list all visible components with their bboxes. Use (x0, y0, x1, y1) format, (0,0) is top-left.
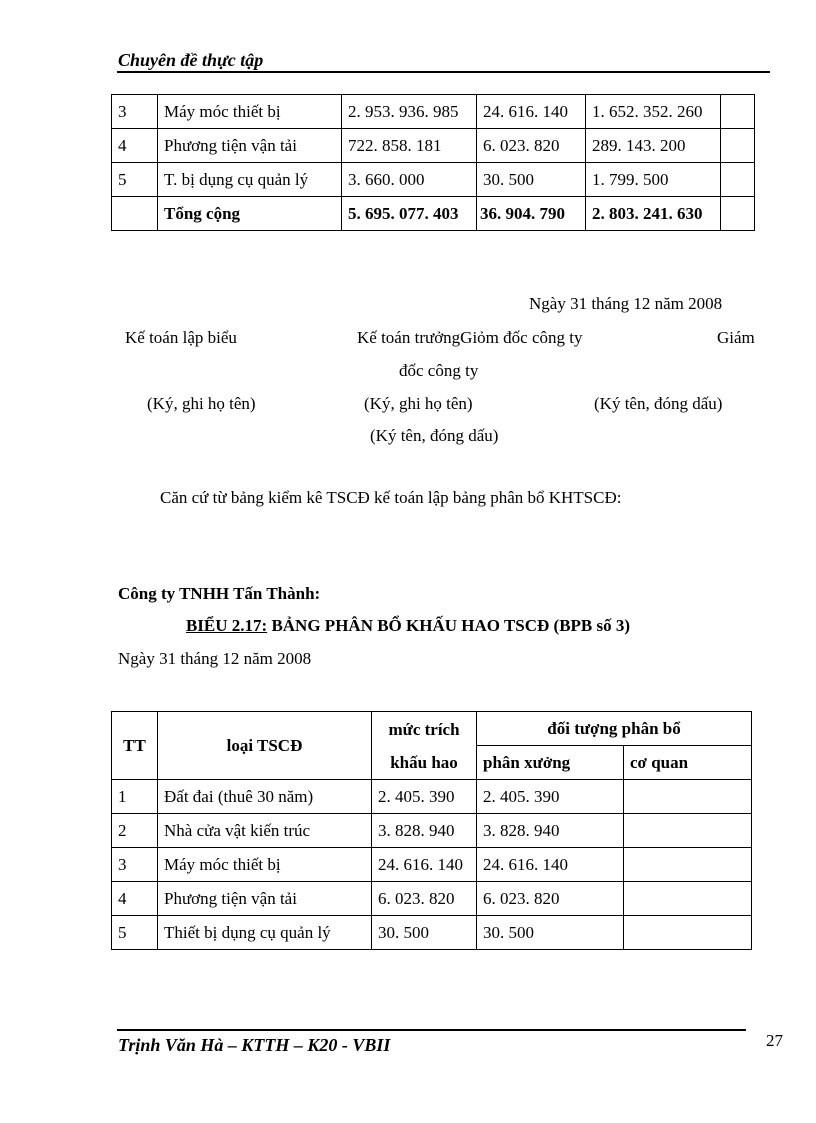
footer-rule (117, 1029, 746, 1031)
cell-name: Đất đai (thuê 30 năm) (158, 780, 372, 814)
body-paragraph: Căn cứ từ bảng kiểm kê TSCĐ kế toán lập bảng phân bổ KHTSCĐ: (160, 488, 622, 507)
signature-chief-accountant: Kế toán trưởngGiỏm đốc công ty (357, 328, 583, 347)
cell-value: 2. 953. 936. 985 (342, 95, 477, 129)
table-title-text: BẢNG PHÂN BỔ KHẤU HAO TSCĐ (BPB số 3) (267, 616, 631, 635)
table-row (112, 814, 752, 848)
cell-name: Tổng cộng (158, 197, 342, 231)
table-row (112, 95, 755, 129)
cell-name: Phương tiện vận tải (158, 882, 372, 916)
cell-value: 24. 616. 140 (372, 848, 477, 882)
table-row (112, 129, 755, 163)
cell-value: 2. 405. 390 (372, 780, 477, 814)
header-office: cơ quan (624, 746, 752, 780)
cell-empty (721, 197, 755, 231)
cell-name: Nhà cửa vật kiến trúc (158, 814, 372, 848)
cell-empty (721, 163, 755, 197)
table-row (112, 780, 752, 814)
cell-value: 36. 904. 790 (477, 197, 586, 231)
cell-tt: 4 (112, 129, 158, 163)
cell-tt (112, 197, 158, 231)
cell-tt: 4 (112, 882, 158, 916)
page-number: 27 (766, 1031, 783, 1050)
cell-value: 30. 500 (372, 916, 477, 950)
cell-tt: 1 (112, 780, 158, 814)
header-tt: TT (112, 712, 158, 780)
signature-director-label-cont: đốc công ty (399, 361, 479, 380)
cell-tt: 3 (112, 95, 158, 129)
cell-empty (624, 780, 752, 814)
cell-tt: 5 (112, 163, 158, 197)
company-name: Công ty TNHH Tấn Thành: (118, 584, 321, 603)
signature-note: (Ký tên, đóng dấu) (370, 426, 499, 445)
cell-value: 24. 616. 140 (477, 848, 624, 882)
cell-value: 3. 828. 940 (477, 814, 624, 848)
cell-value: 3. 660. 000 (342, 163, 477, 197)
header-rule (117, 71, 770, 73)
cell-value: 1. 652. 352. 260 (586, 95, 721, 129)
cell-value: 3. 828. 940 (372, 814, 477, 848)
cell-empty (624, 882, 752, 916)
cell-name: T. bị dụng cụ quản lý (158, 163, 342, 197)
cell-empty (624, 848, 752, 882)
cell-empty (624, 916, 752, 950)
footer-author: Trịnh Văn Hà – KTTH – K20 - VBII (118, 1035, 391, 1055)
cell-name: Thiết bị dụng cụ quản lý (158, 916, 372, 950)
cell-value: 30. 500 (477, 163, 586, 197)
cell-tt: 2 (112, 814, 158, 848)
cell-value: 30. 500 (477, 916, 624, 950)
cell-value: 24. 616. 140 (477, 95, 586, 129)
table-total-row (112, 197, 755, 231)
cell-value: 722. 858. 181 (342, 129, 477, 163)
cell-value: 2. 803. 241. 630 (586, 197, 721, 231)
date-line: Ngày 31 tháng 12 năm 2008 (118, 649, 312, 668)
cell-empty (721, 129, 755, 163)
cell-name: Máy móc thiết bị (158, 848, 372, 882)
signature-director-label: Giám (717, 328, 755, 347)
signature-note: (Ký, ghi họ tên) (147, 394, 256, 413)
cell-value: 1. 799. 500 (586, 163, 721, 197)
cell-name: Phương tiện vận tải (158, 129, 342, 163)
table-row (112, 916, 752, 950)
cell-value: 6. 023. 820 (477, 882, 624, 916)
header-asset-type: loại TSCĐ (158, 712, 372, 780)
depreciation-allocation-table (111, 711, 752, 950)
asset-summary-table (111, 94, 755, 231)
cell-empty (721, 95, 755, 129)
table-header-row (112, 712, 752, 746)
table-row (112, 882, 752, 916)
header-depreciation-amount: mức trích khấu hao (372, 712, 477, 780)
cell-tt: 3 (112, 848, 158, 882)
cell-value: 6. 023. 820 (372, 882, 477, 916)
cell-empty (624, 814, 752, 848)
table-label: BIỂU 2.17: (185, 616, 268, 635)
cell-name: Máy móc thiết bị (158, 95, 342, 129)
cell-value: 5. 695. 077. 403 (342, 197, 477, 231)
page-header-title: Chuyên đề thực tập (118, 50, 264, 70)
table-title (0, 616, 816, 636)
date-line: Ngày 31 tháng 12 năm 2008 (529, 294, 723, 313)
cell-value: 2. 405. 390 (477, 780, 624, 814)
signature-preparer: Kế toán lập biểu (125, 328, 237, 347)
signature-note: (Ký tên, đóng dấu) (594, 394, 723, 413)
table-row (112, 848, 752, 882)
table-row (112, 163, 755, 197)
cell-value: 289. 143. 200 (586, 129, 721, 163)
signature-note: (Ký, ghi họ tên) (364, 394, 473, 413)
cell-tt: 5 (112, 916, 158, 950)
cell-value: 6. 023. 820 (477, 129, 586, 163)
header-allocation-target: đối tượng phân bổ (477, 712, 752, 746)
header-workshop: phân xưởng (477, 746, 624, 780)
